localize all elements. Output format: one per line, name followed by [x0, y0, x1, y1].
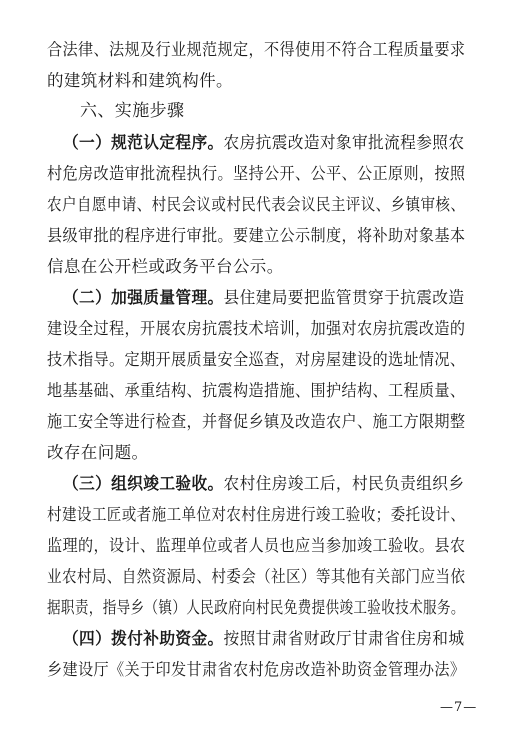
paragraph-first-line — [63, 474, 464, 494]
text-line: 监理的，设计、监理单位或者人员也应当参加竣工验收。县农 — [47, 536, 466, 555]
text-line: 据职责，指导乡（镇）人民政府向村民免费提供竣工验收技术服务。 — [47, 598, 465, 617]
text-line: 村建设工匠或者施工单位对农村住房进行竣工验收；委托设计、 — [47, 505, 466, 524]
paragraph-text: 按照甘肃省财政厅甘肃省住房和城 — [223, 629, 465, 648]
text-line: 信息在公开栏或政务平台公示。 — [47, 257, 284, 276]
text-line: 村危房改造审批流程执行。坚持公开、公平、公正原则，按照 — [47, 164, 466, 183]
text-line: 改存在问题。 — [47, 443, 149, 462]
paragraph-text: 农房抗震改造对象审批流程参照农 — [223, 133, 465, 152]
paragraph-title: （四）拨付补助资金。 — [63, 629, 224, 648]
paragraph-title: （一）规范认定程序。 — [63, 133, 224, 152]
section-heading: 六、实施步骤 — [80, 101, 185, 121]
paragraph-title: （三）组织竣工验收。 — [63, 474, 224, 493]
text-line: 地基基础、承重结构、抗震构造措施、围护结构、工程质量、 — [47, 381, 466, 400]
text-line: 县级审批的程序进行审批。要建立公示制度，将补助对象基本 — [47, 226, 466, 245]
text-line: 合法律、法规及行业规范规定，不得使用不符合工程质量要求 — [47, 40, 466, 59]
paragraph-first-line — [63, 133, 464, 153]
paragraph-text: 县住建局要把监管贯穿于抗震改造 — [223, 288, 465, 307]
text-line: 业农村局、自然资源局、村委会（社区）等其他有关部门应当依 — [47, 567, 466, 586]
text-line: 农户自愿申请、村民会议或村民代表会议民主评议、乡镇审核、 — [47, 195, 466, 214]
text-line: 施工安全等进行检查，并督促乡镇及改造农户、施工方限期整 — [47, 412, 466, 431]
paragraph-title: （二）加强质量管理。 — [63, 288, 224, 307]
page-number: —7— — [440, 700, 478, 715]
paragraph-first-line — [63, 629, 464, 649]
text-line: 技术指导。定期开展质量安全巡查，对房屋建设的选址情况、 — [47, 350, 466, 369]
text-line: 的建筑材料和建筑构件。 — [47, 71, 233, 90]
paragraph-text: 农村住房竣工后，村民负责组织乡 — [223, 474, 465, 493]
text-line: 建设全过程，开展农房抗震技术培训，加强对农房抗震改造的 — [47, 319, 466, 338]
paragraph-first-line — [63, 288, 464, 308]
text-line: 乡建设厅《关于印发甘肃省农村危房改造补助资金管理办法》 — [47, 660, 466, 679]
